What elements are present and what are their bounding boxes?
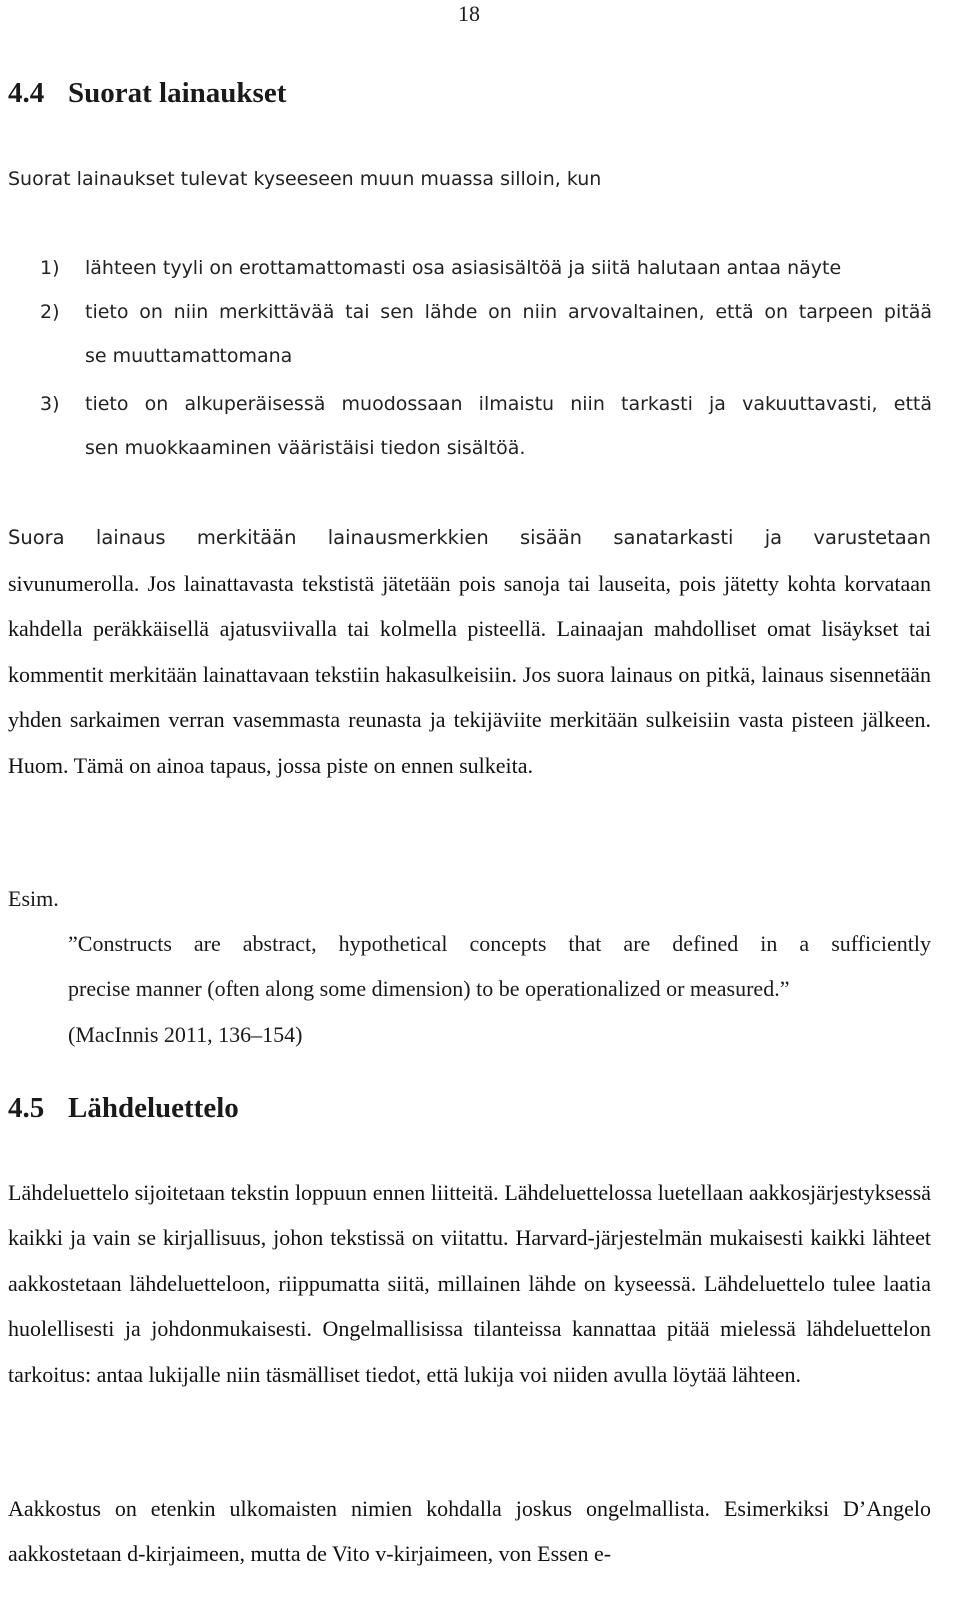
example-label: Esim. xyxy=(8,886,59,911)
list-marker: 3) xyxy=(40,393,60,415)
section-title: Lähdeluettelo xyxy=(68,1092,239,1124)
paragraph-lead: Suora lainaus merkitään lainausmerkkien sisään sanatarkasti ja varustetaan xyxy=(8,526,931,549)
paragraph-quotation-rules: sivunumerolla. Jos lainattavasta tekstistä jätetään pois sanoja tai lauseita, pois jätetty kohta korvataan kahdella peräkkäisellä ajatusviivalla tai kolmella pisteellä. Lainaajan mahdolliset omat lisäykset tai kommentit merkitään lainattavaan tekstiin hakasulkeisiin. Jos suora lainaus on pitkä, lainaus sisennetään yhden sarkaimen verran vasemmasta reunasta ja tekijäviite merkitään sulkeisiin vasta pisteen jälkeen. Huom. Tämä on ainoa tapaus, jossa piste on ennen sulkeita. xyxy=(8,571,931,778)
section-number: 4.5 xyxy=(8,1092,45,1124)
page-number: 18 xyxy=(458,1,480,26)
paragraph-alphabetizing: Aakkostus on etenkin ulkomaisten nimien kohdalla joskus ongelmallista. Esimerkiksi D’Angelo aakkostetaan d-kirjaimeen, mutta de Vito v-kirjaimeen, von Essen e- xyxy=(8,1496,931,1567)
list-marker: 1) xyxy=(40,257,60,279)
section-number: 4.4 xyxy=(8,77,45,109)
block-quote xyxy=(68,921,931,1057)
list-item-continuation: sen muokkaaminen vääristäisi tiedon sisältöä. xyxy=(85,437,526,459)
list-item-text: tieto on niin merkittävää tai sen lähde on niin arvovaltainen, että on tarpeen pitää xyxy=(85,301,932,323)
section-heading-4-5 xyxy=(8,1090,239,1126)
quote-line: precise manner (often along some dimension) to be operationalized or measured.” xyxy=(68,976,790,1002)
section-title: Suorat lainaukset xyxy=(68,77,287,109)
list-item-text: lähteen tyyli on erottamattomasti osa asiasisältöä ja siitä halutaan antaa näyte xyxy=(85,257,842,279)
quote-line: ”Constructs are abstract, hypothetical concepts that are defined in a sufficiently xyxy=(68,931,931,956)
list-item-continuation: se muuttamattomana xyxy=(85,345,293,367)
list-item-text: tieto on alkuperäisessä muodossaan ilmaistu niin tarkasti ja vakuuttavasti, että xyxy=(85,393,932,415)
paragraph-reference-list: Lähdeluettelo sijoitetaan tekstin loppuun ennen liitteitä. Lähdeluettelossa luetellaan aakkosjärjestyksessä kaikki ja vain se kirjallisuus, johon tekstissä on viitattu. Harvard-järjestelmän mukaisesti kaikki lähteet aakkostetaan lähdeluetteloon, riippumatta siitä, millainen lähde on kyseessä. Lähdeluettelo tulee laatia huolellisesti ja johdonmukaisesti. Ongelmallisissa tilanteissa kannattaa pitää mielessä lähdeluettelon tarkoitus: antaa lukijalle niin täsmälliset tiedot, että lukija voi niiden avulla löytää lähteen. xyxy=(8,1180,931,1387)
list-marker: 2) xyxy=(40,301,60,323)
quote-citation: (MacInnis 2011, 136–154) xyxy=(68,1021,303,1047)
section-heading-4-4 xyxy=(8,75,286,111)
intro-text: Suorat lainaukset tulevat kyseeseen muun muassa silloin, kun xyxy=(8,168,602,190)
